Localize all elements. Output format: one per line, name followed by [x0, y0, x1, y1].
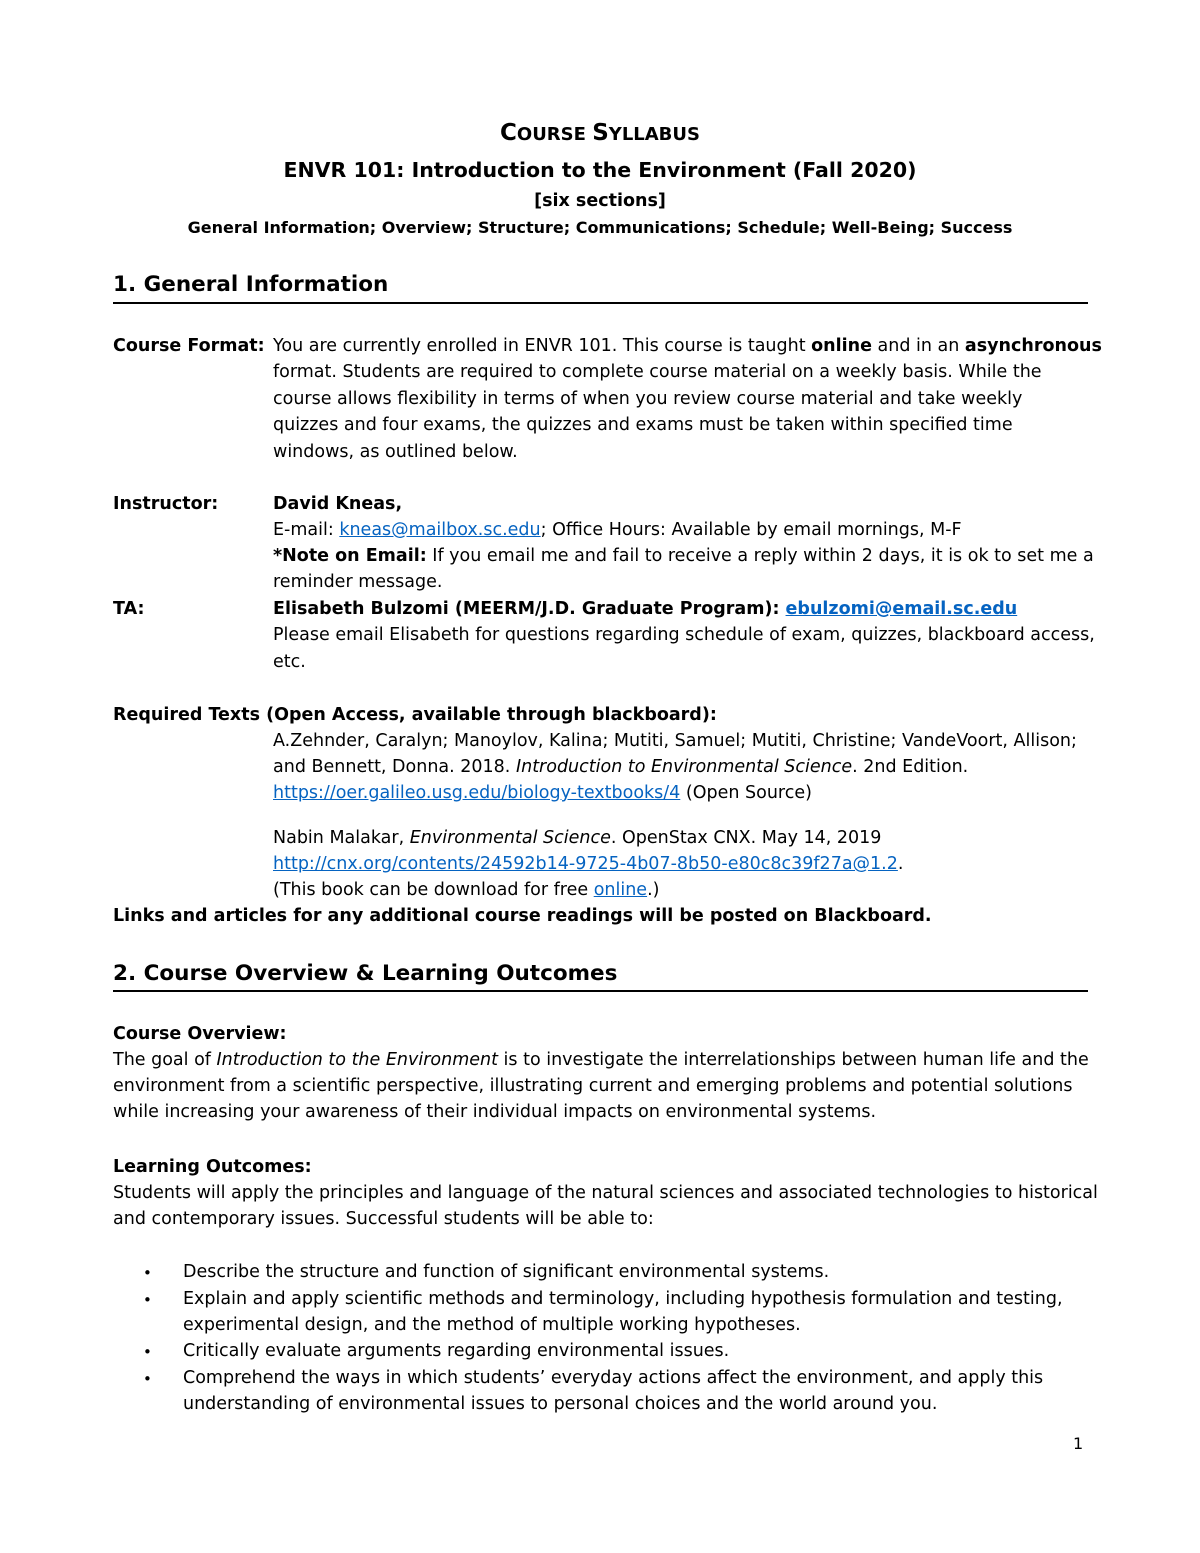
required-texts-label: Required Texts (Open Access, available through blackboard): [113, 705, 717, 725]
text-span: You are currently enrolled in ENVR 101. This course is taught [273, 336, 812, 356]
course-format-line-5: windows, as outlined below. [273, 442, 518, 462]
instructor-label: Instructor: [113, 494, 219, 514]
bold-online: online [811, 336, 872, 356]
course-format-line-1 [273, 336, 1102, 356]
email-note-line-2: reminder message. [273, 572, 443, 592]
title-cap-c: C [500, 120, 517, 146]
email-note-text: If you email me and fail to receive a reply within 2 days, it is ok to set me a [426, 546, 1094, 566]
instructor-name: David Kneas, [273, 494, 403, 514]
sections-note: [six sections] [534, 191, 666, 211]
text1-link[interactable]: https://oer.galileo.usg.edu/biology-textbooks/4 [273, 783, 681, 803]
text-span: The goal of [113, 1050, 217, 1070]
title-smallcaps-yllabus: YLLABUS [608, 124, 700, 145]
course-name-italic: Introduction to the Environment [216, 1050, 498, 1070]
bold-asynchronous: asynchronous [964, 336, 1102, 356]
list-item-1: Describe the structure and function of significant environmental systems. [183, 1262, 830, 1282]
overview-line-2: environment from a scientific perspective, illustrating current and emerging problems and potential solutions [113, 1076, 1073, 1096]
office-hours: ; Office Hours: Available by email mornings, M-F [540, 520, 962, 540]
outcomes-line-1: Students will apply the principles and language of the natural sciences and associated technologies to historical [113, 1183, 1098, 1203]
section-divider [113, 302, 1088, 304]
ta-email-link[interactable]: ebulzomi@email.sc.edu [785, 599, 1018, 619]
course-overview-label: Course Overview: [113, 1024, 287, 1044]
list-item-3: Critically evaluate arguments regarding environmental issues. [183, 1341, 730, 1361]
text2-line-2 [273, 854, 903, 874]
text-span: .) [647, 880, 660, 900]
book-title-1: Introduction to Environmental Science [515, 757, 853, 777]
section-divider [113, 990, 1088, 992]
text-span: . 2nd Edition. [852, 757, 969, 777]
list-item-4-line-1: Comprehend the ways in which students’ everyday actions affect the environment, and apply this [183, 1368, 1044, 1388]
text1-line-3 [273, 783, 812, 803]
bullet-1: • [143, 1264, 152, 1282]
list-item-2-line-1: Explain and apply scientific methods and terminology, including hypothesis formulation and testing, [183, 1289, 1063, 1309]
page-title [0, 120, 1200, 146]
text1-line-2 [273, 757, 968, 777]
instructor-contact [273, 520, 962, 540]
contents-line: General Information; Overview; Structure; Communications; Schedule; Well-Being; Success [187, 218, 1013, 237]
bullet-3: • [143, 1343, 152, 1361]
text1-line-1: A.Zehnder, Caralyn; Manoylov, Kalina; Mutiti, Samuel; Mutiti, Christine; VandeVoort, Allison; [273, 731, 1077, 751]
email-note-label: *Note on Email: [273, 546, 427, 566]
course-subtitle: ENVR 101: Introduction to the Environment (Fall 2020) [283, 158, 917, 182]
list-item-2-line-2: experimental design, and the method of multiple working hypotheses. [183, 1315, 801, 1335]
instructor-email-link[interactable]: kneas@mailbox.sc.edu [339, 520, 541, 540]
ta-line-3: etc. [273, 652, 306, 672]
email-note [273, 546, 1094, 566]
text2-line-1 [273, 828, 881, 848]
course-format-label: Course Format: [113, 336, 265, 356]
text-span: and in an [871, 336, 965, 356]
overview-line-3: while increasing your awareness of their individual impacts on environmental systems. [113, 1102, 877, 1122]
ta-line-1 [273, 599, 1017, 619]
online-link[interactable]: online [593, 880, 648, 900]
ta-line-2: Please email Elisabeth for questions regarding schedule of exam, quizzes, blackboard access, [273, 625, 1095, 645]
text-span: (This book can be download for free [273, 880, 594, 900]
text-span: E-mail: [273, 520, 340, 540]
section-heading-overview: 2. Course Overview & Learning Outcomes [113, 961, 618, 986]
course-format-line-3: course allows flexibility in terms of when you review course material and take weekly [273, 389, 1023, 409]
bullet-2: • [143, 1291, 152, 1309]
ta-label: TA: [113, 599, 145, 619]
readings-note: Links and articles for any additional course readings will be posted on Blackboard. [113, 906, 932, 926]
text2-link[interactable]: http://cnx.org/contents/24592b14-9725-4b07-8b50-e80c8c39f27a@1.2 [273, 854, 898, 874]
bullet-4: • [143, 1370, 152, 1388]
overview-line-1 [113, 1050, 1089, 1070]
learning-outcomes-label: Learning Outcomes: [113, 1157, 312, 1177]
page-number: 1 [1073, 1434, 1084, 1453]
text-span: . [897, 854, 904, 874]
text-span: (Open Source) [680, 783, 812, 803]
title-smallcaps-ourse: OURSE [516, 124, 593, 145]
course-format-line-4: quizzes and four exams, the quizzes and exams must be taken within specified time [273, 415, 1013, 435]
text-span: Nabin Malakar, [273, 828, 410, 848]
list-item-4-line-2: understanding of environmental issues to personal choices and the world around you. [183, 1394, 938, 1414]
outcomes-line-2: and contemporary issues. Successful students will be able to: [113, 1209, 654, 1229]
course-format-line-2: format. Students are required to complete course material on a weekly basis. While the [273, 362, 1042, 382]
title-cap-s: S [592, 120, 609, 146]
text-span: and Bennett, Donna. 2018. [273, 757, 516, 777]
text-span: . OpenStax CNX. May 14, 2019 [610, 828, 882, 848]
book-title-2: Environmental Science [409, 828, 611, 848]
text-span: is to investigate the interrelationships between human life and the [497, 1050, 1089, 1070]
text2-line-3 [273, 880, 659, 900]
ta-name: Elisabeth Bulzomi (MEERM/J.D. Graduate Program): [273, 599, 786, 619]
section-heading-general-information: 1. General Information [113, 272, 389, 297]
